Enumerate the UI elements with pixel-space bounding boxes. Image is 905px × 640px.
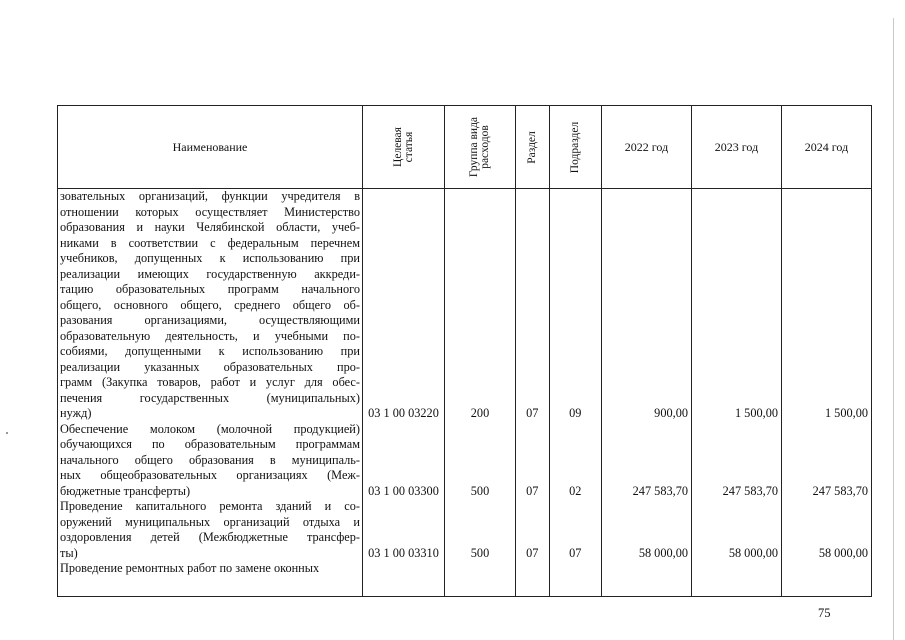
- row-name-line: отношении которых осуществляет Министерство: [60, 204, 360, 219]
- name-column: [58, 189, 363, 597]
- row-name-line: образовательную деятельность, и учебными по-: [60, 328, 360, 343]
- target-article-value: 03 1 00 03220: [368, 406, 439, 420]
- scan-artifact: [6, 432, 8, 434]
- amount-2024-value: 247 583,70: [812, 483, 868, 498]
- amount-2022-column: [602, 189, 692, 597]
- header-2023: 2023 год: [692, 106, 782, 189]
- amount-2022-value: 900,00: [654, 406, 688, 420]
- row-name-line: начального общего образования в муниципаль-: [60, 452, 360, 467]
- row-name-line: Проведение ремонтных работ по замене оконных: [60, 561, 320, 575]
- expense-group-column: [445, 189, 516, 597]
- section-column: [516, 189, 550, 597]
- row-name-line: никами в соответствии с федеральным перечнем: [60, 235, 360, 250]
- table-body-row: [58, 189, 872, 597]
- row-name-line: общего, основного общего, среднего общего об-: [60, 297, 360, 312]
- amount-2024-column: [782, 189, 872, 597]
- row-name-line: обучающихся по образовательным программам: [60, 437, 360, 451]
- target-article-value: 03 1 00 03310: [368, 545, 439, 560]
- header-expense-group: Группа вида расходов: [445, 106, 516, 189]
- page-edge-line: [893, 18, 894, 640]
- row-name-line: оздоровления детей (Межбюджетные трансфер-: [60, 530, 360, 544]
- row-name-line: собиями, допущенными к использованию при: [60, 344, 360, 358]
- subsection-value: 09: [569, 406, 582, 420]
- row-name-line: печения государственных (муниципальных): [60, 390, 360, 405]
- expense-group-value: 500: [470, 483, 490, 498]
- header-2022: 2022 год: [602, 106, 692, 189]
- row-name-line: бюджетные трансферты): [60, 483, 191, 498]
- amount-2024-value: 58 000,00: [818, 545, 868, 560]
- row-name-line: реализации имеющих государственную аккреди-: [60, 266, 360, 281]
- row-name-line: нужд): [60, 406, 92, 420]
- row-name-line: оружений муниципальных организаций отдыха и: [60, 514, 360, 529]
- section-value: 07: [526, 545, 539, 560]
- row-name-line: Обеспечение молоком (молочной продукцией): [60, 421, 360, 436]
- section-value: 07: [526, 406, 539, 420]
- header-section: Раздел: [516, 106, 550, 189]
- row-name-line: разования организациями, осуществляющими: [60, 313, 360, 327]
- subsection-column: [549, 189, 601, 597]
- budget-table: [57, 105, 872, 597]
- row-name-line: учебников, допущенных к использованию при: [60, 251, 360, 265]
- amount-2024-value: 1 500,00: [824, 406, 868, 420]
- section-value: 07: [526, 483, 539, 498]
- row-name-line: ных общеобразовательных организациях (Меж-: [60, 468, 360, 482]
- expense-group-value: 200: [470, 406, 490, 420]
- amount-2023-value: 247 583,70: [722, 483, 778, 498]
- row-names: [60, 189, 360, 596]
- row-name-line: тацию образовательных программ начального: [60, 282, 360, 296]
- row-name-line: образования и науки Челябинской области, учеб-: [60, 220, 360, 234]
- amount-2023-column: [692, 189, 782, 597]
- target-article-column: [363, 189, 445, 597]
- page-number: 75: [818, 606, 831, 620]
- subsection-value: 02: [569, 483, 582, 498]
- row-name-line: грамм (Закупка товаров, работ и услуг для обес-: [60, 375, 360, 389]
- row-name-line: ты): [60, 545, 78, 560]
- header-2024: 2024 год: [782, 106, 872, 189]
- row-name-line: Проведение капитального ремонта зданий и со-: [60, 499, 360, 513]
- amount-2022-value: 58 000,00: [638, 545, 688, 560]
- amount-2023-value: 58 000,00: [728, 545, 778, 560]
- header-name: Наименование: [58, 106, 363, 189]
- subsection-value: 07: [569, 545, 582, 560]
- row-name-line: зовательных организаций, функции учредителя в: [60, 189, 360, 203]
- target-article-value: 03 1 00 03300: [368, 483, 439, 498]
- header-target-article: Целевая статья: [363, 106, 445, 189]
- header-subsection: Подраздел: [549, 106, 601, 189]
- row-name-line: реализации указанных образовательных про-: [60, 359, 360, 374]
- amount-2022-value: 247 583,70: [632, 483, 688, 498]
- table-header-row: [58, 106, 872, 189]
- expense-group-value: 500: [470, 545, 490, 560]
- amount-2023-value: 1 500,00: [734, 406, 778, 420]
